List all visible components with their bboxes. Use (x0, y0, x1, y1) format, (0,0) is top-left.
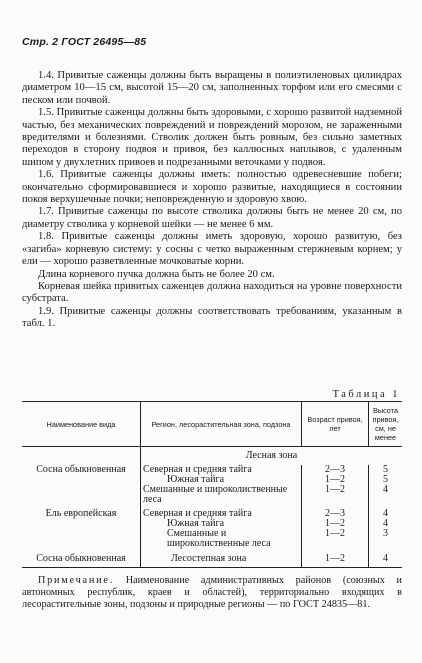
cell-height: 4 (369, 519, 403, 529)
paragraph-1-6: 1.6. Привитые саженцы должны иметь: полностью одревесневшие побеги; окончательно сформировавшиеся и хорошо развитые, находящиеся в состоянии покоя верхушечные почки; неповрежденную и здоровую хвою. (22, 169, 402, 206)
table-zone-row (22, 447, 402, 466)
paragraph-1-8: 1.8. Привитые саженцы должны иметь здоровую, хорошо развитую, без «загиба» корневую систему: у сосны с четко выраженным стержневым корнем; у ели — хорошо разветвленные мочковатые корни. (22, 231, 402, 268)
cell-height: 3 (369, 529, 403, 549)
cell-region: Лесостепная зона (141, 549, 302, 568)
cell-age: 2—3 (302, 505, 369, 519)
cell-species (22, 529, 141, 549)
cell-height: 5 (369, 475, 403, 485)
zone-label: Лесная зона (141, 447, 403, 466)
cell-species: Сосна обыкновенная (22, 549, 141, 568)
cell-species (22, 519, 141, 529)
cell-height: 4 (369, 549, 403, 568)
header-species: Наименование вида (22, 402, 141, 447)
header-age: Возраст привоя, лет (302, 402, 369, 447)
table-row (22, 549, 402, 568)
paragraph-1-9: 1.9. Привитые саженцы должны соответствовать требованиям, указанным в табл. 1. (22, 305, 402, 330)
table-caption: Таблица 1 (332, 389, 400, 400)
cell-region: Смешанные и широколиственные леса (141, 529, 302, 549)
cell-age: 1—2 (302, 485, 369, 505)
table-row (22, 529, 402, 549)
cell-species: Ель европейская (45, 508, 117, 519)
paragraph-root-collar: Корневая шейка привитых саженцев должна находиться на уровне поверхности субстрата. (22, 280, 402, 305)
cell-height: 4 (369, 505, 403, 519)
body-text (22, 70, 402, 331)
cell-age: 1—2 (302, 519, 369, 529)
note-text: Наименование административных районов (союзных и автономных республик, краев и областей), территориально входящих в лесорастительные зоны, подзоны и природные регионы — по ГОСТ 24835—81. (22, 575, 402, 611)
cell-region: Южная тайга (141, 475, 302, 485)
paragraph-1-5: 1.5. Привитые саженцы должны быть здоровыми, с хорошо развитой надземной частью, без механических повреждений и повреждений морозом, не зараженными вредителями и болезнями. Стволик должен быть ровным, без сильно заметных переходов в сторону подвоя и привоя, без каллюсных наплывов, с удаленным шипом у двухлетних привоев и подрезанными веточками у подвоя. (22, 107, 402, 168)
cell-region: Смешанные и широколиственные леса (141, 485, 302, 505)
cell-age: 1—2 (302, 549, 369, 568)
note-label: Примечание. (38, 575, 115, 586)
page-header: Стр. 2 ГОСТ 26495—85 (22, 36, 147, 48)
table-note (22, 575, 402, 612)
header-height: Высота привоя, см, не менее (369, 402, 403, 447)
table-header-row (22, 402, 402, 447)
header-region: Регион, лесорастительная зона, подзона (141, 402, 302, 447)
cell-region: Северная и средняя тайга (141, 505, 302, 519)
paragraph-root-length: Длина корневого пучка должна быть не более 20 см. (38, 268, 275, 280)
cell-age: 1—2 (302, 529, 369, 549)
cell-species: Сосна обыкновенная (36, 464, 126, 475)
cell-region: Южная тайга (141, 519, 302, 529)
cell-height: 4 (369, 485, 403, 505)
table-row (22, 505, 402, 519)
cell-region: Северная и средняя тайга (141, 465, 302, 475)
cell-species (22, 475, 141, 485)
paragraph-1-7: 1.7. Привитые саженцы по высоте стволика должны быть не менее 20 см, по диаметру стволика у корневой шейки — не менее 6 мм. (22, 206, 402, 230)
cell-age: 1—2 (302, 475, 369, 485)
cell-age: 2—3 (302, 465, 369, 475)
cell-height: 5 (369, 465, 403, 475)
cell-species (22, 485, 141, 505)
table-row (22, 485, 402, 505)
paragraph-1-4: 1.4. Привитые саженцы должны быть выращены в полиэтиленовых цилиндрах диаметром 10—15 см, высотой 15—20 см, заполненных торфом или его смесями с песком или почвой. (22, 70, 402, 106)
requirements-table (22, 401, 402, 568)
